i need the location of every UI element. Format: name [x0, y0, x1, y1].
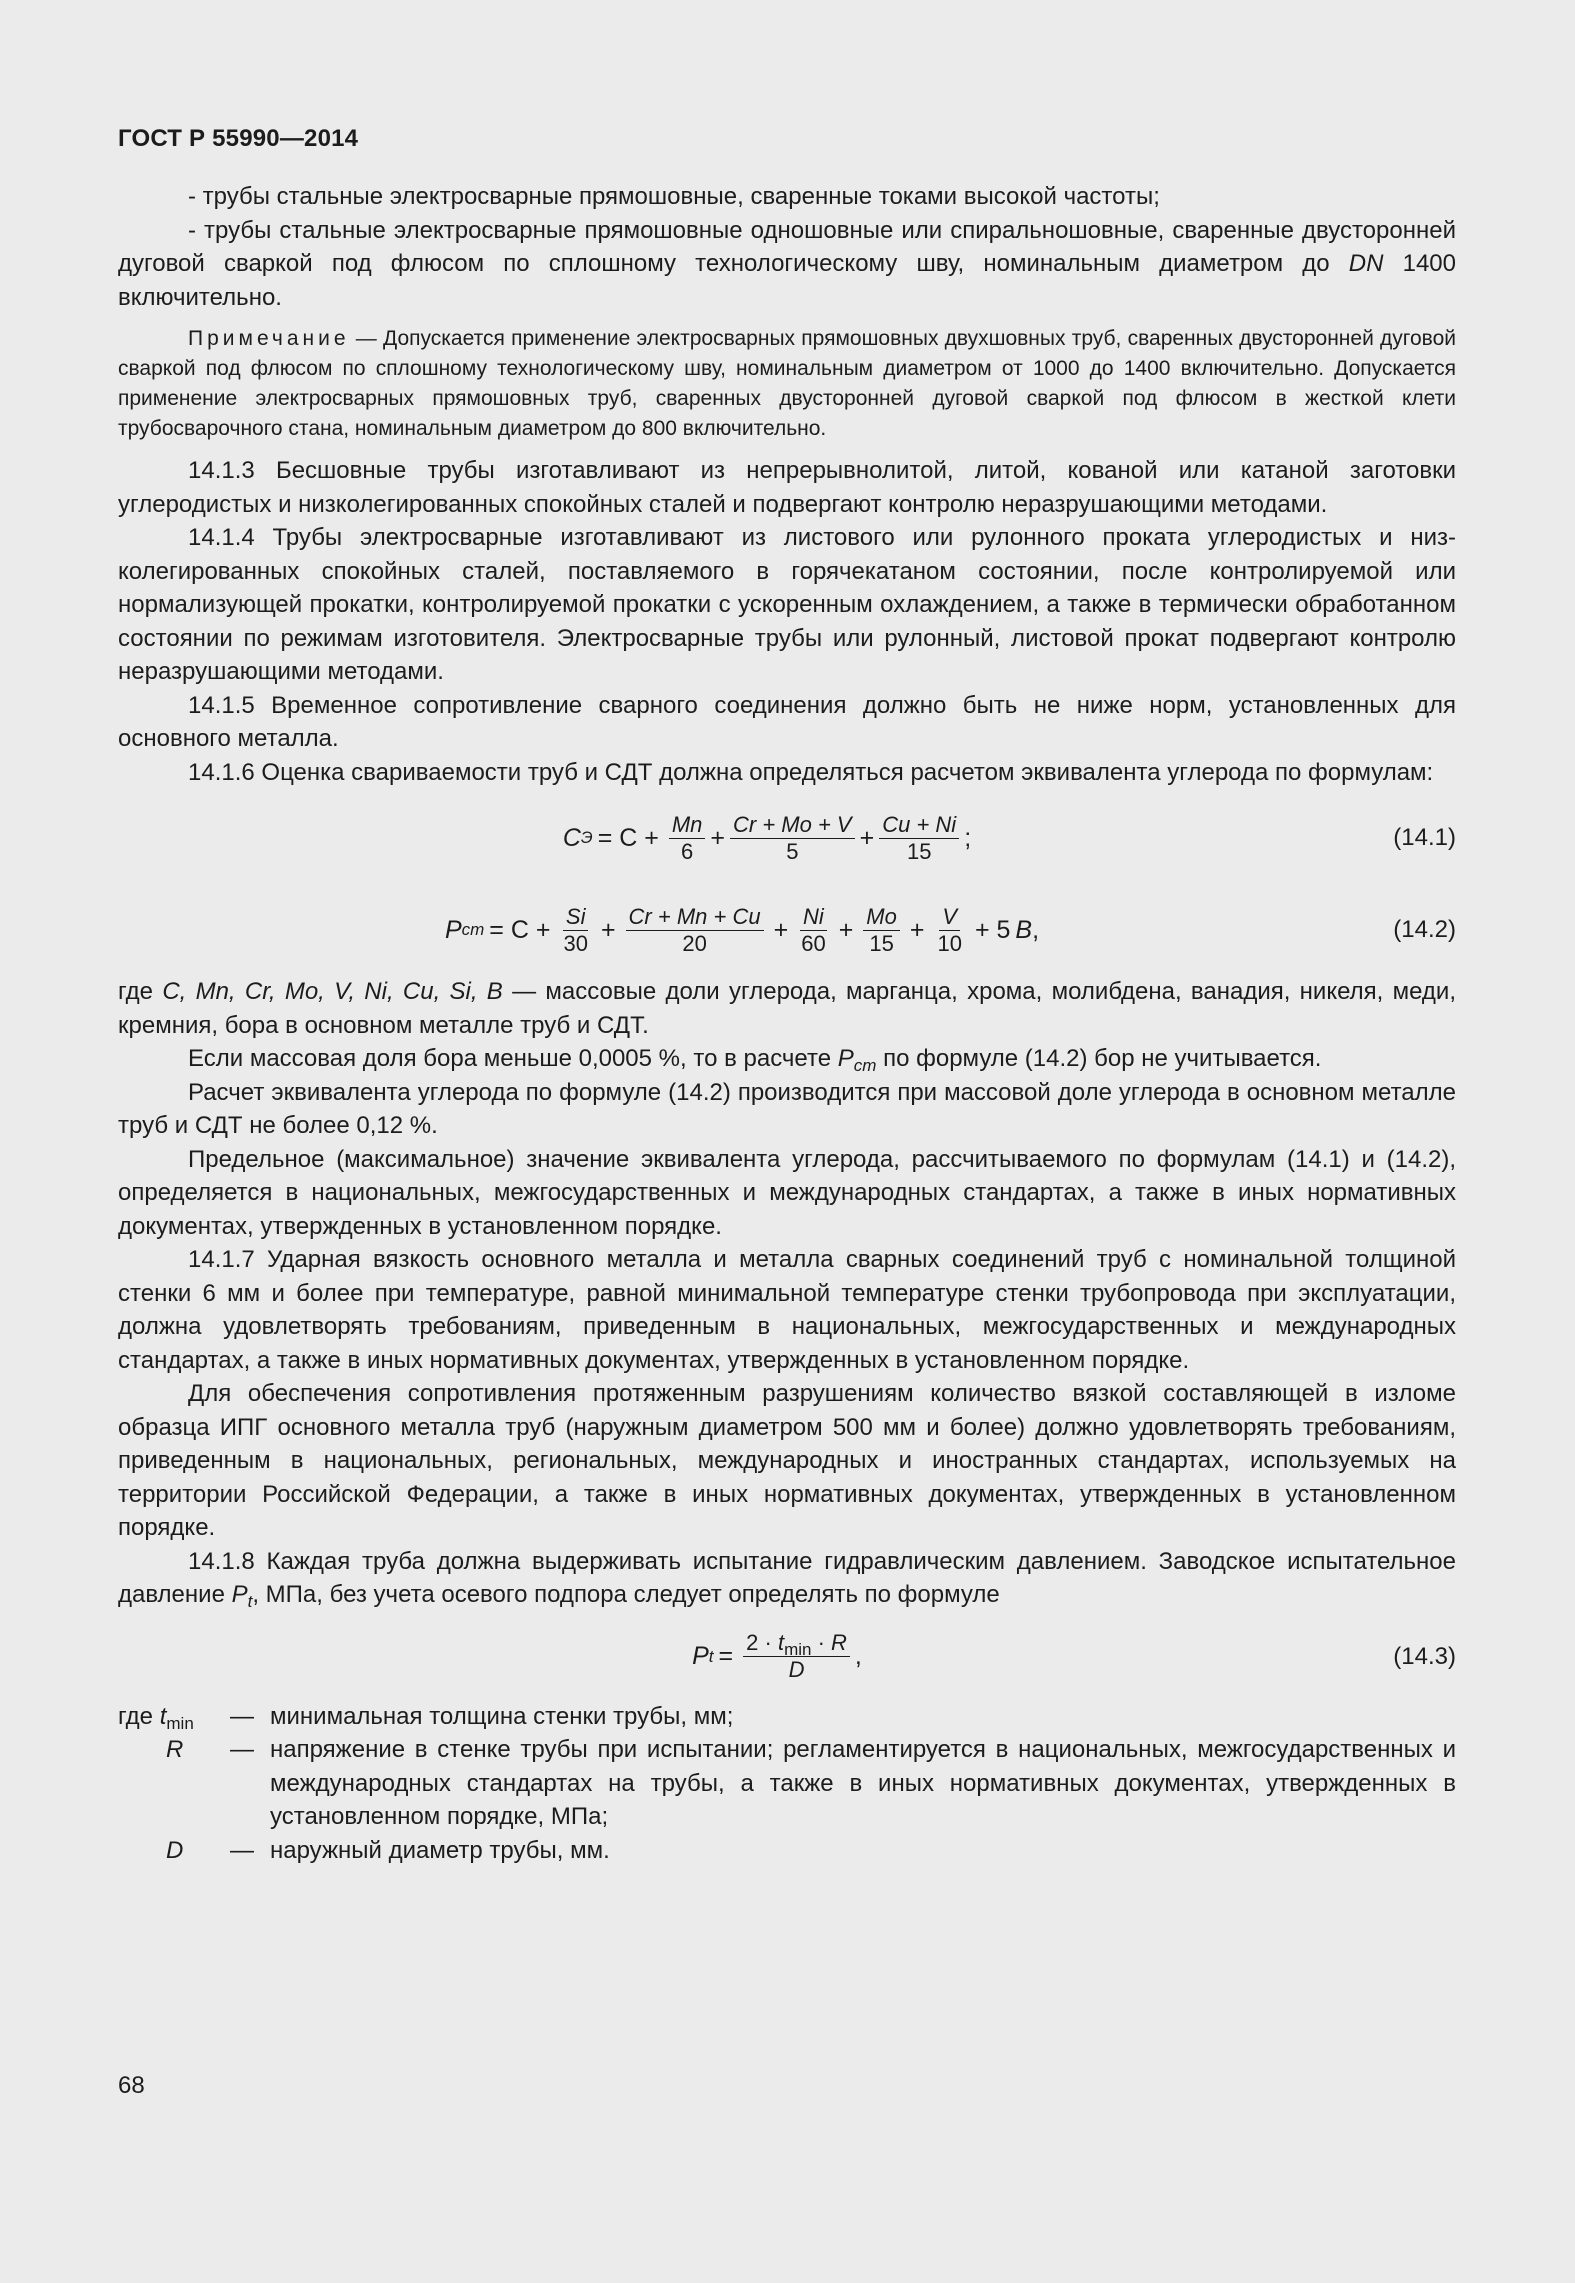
definition-row: R — напряжение в стенке трубы при испытании; регламентируется в национальных, межгосударственных и международных стандартах на трубы, а также в иных нормативных документах, утвержденных в установленном порядке, МПа; [166, 1736, 1456, 1830]
note-lead: Примечание [188, 327, 350, 350]
paragraph-14-1-5: 14.1.5 Временное сопротивление сварного соединения должно быть не ниже норм, установленных для основного металла. [118, 691, 1456, 752]
definition-row: где $t_{min}$ — минимальная толщина стенки трубы, мм; [118, 1702, 734, 1733]
formula-14-2: P cm = C + $\frac{Si}{30}$ + $\frac{Cr + Mn + Cu}{20}$ + $\frac{Ni}{60}$ + $\frac{Mo}{15}$ + $\frac{V}{10}$ + 5 B , (14.2) [444, 903, 1456, 956]
fraction: $\frac{Cr + Mn + Cu}{20}$ [626, 904, 764, 957]
fraction: $\frac{Si}{30}$ [563, 903, 588, 956]
list-item: - трубы стальные электросварные прямошовные одношовные или спиральношовные, сваренные двусторонней дуговой сваркой под флюсом по сплошному технологическому шву, номинальным диаметром до DN 1400 включительно. [118, 216, 1456, 311]
paragraph-14-1-6: 14.1.6 Оценка свариваемости труб и СДТ должна определяться расчетом эквивалента углерода по формулам: [188, 758, 1434, 786]
note-text: — Допускается применение электросварных прямошовных двухшовных труб, сваренных двусторонней дуговой сваркой под флюсом по сплошному технологическому шву, номинальным диаметром от 1000 до 1400 включительно. Допускается применение электросварных прямошовных труб, сваренных двусторонней дуговой сваркой под флюсом в жесткой клети трубосварочного стана, номинальным диаметром до 800 включительно. [118, 327, 1456, 440]
paragraph-14-1-7: 14.1.7 Ударная вязкость основного металла и металла сварных соединений труб с номинальной толщиной стенки 6 мм и более при температуре, равной минимальной температуре стенки трубопровода при эксплуатации, должна удовлетворять требованиям, приведенным в национальных, межгосударственных и международных стандартах, а также в иных нормативных документах, утвержденных в установленном порядке. [118, 1246, 1456, 1374]
equation-number: (14.3) [1393, 1642, 1456, 1670]
note [118, 324, 1456, 444]
equation-number: (14.2) [1393, 916, 1456, 943]
pipe-list [118, 180, 1456, 314]
definitions-list [118, 1700, 1456, 1868]
boron-paragraph: Если массовая доля бора меньше 0,0005 %, то в расчете $P_{cm}$ по формуле (14.2) бор не учитывается. [188, 1045, 1322, 1075]
fraction: $\frac{Mn}{6}$ [669, 812, 706, 865]
section-body [118, 454, 1456, 789]
fraction: $\frac{Cr + Mo + V}{5}$ [730, 812, 855, 865]
formula-14-1: С Э = C + $\frac{Mn}{6}$ + $\frac{Cr + Mo + V}{5}$ + $\frac{Cu + Ni}{15}$ ; (14.1) [562, 811, 1456, 864]
document-header: ГОСТ Р 55990—2014 [118, 125, 359, 152]
where-clause: где C, Mn, Cr, Mo, V, Ni, Cu, Si, B — массовые доли углерода, марганца, хрома, молибдена, ванадия, никеля, меди, кремния, бора в основном металле труб и СДТ. [118, 978, 1456, 1039]
calc-paragraph: Расчет эквивалента углерода по формуле (14.2) производится при массовой доле углерода в основном металле труб и СДТ не более 0,12 %. [118, 1078, 1456, 1139]
fraction: $\frac{Ni}{60}$ [801, 903, 826, 956]
fraction: $\frac{V}{10}$ [937, 903, 962, 956]
formula-14-3: P t = $\frac{2 \cdot t_{min} \cdot R}{D}$ , (14.3) [692, 1630, 1456, 1682]
limit-paragraph: Предельное (максимальное) значение эквивалента углерода, рассчитываемого по формулам (14.1) и (14.2), определяется в национальных, межгосударственных и международных стандартах, а также в иных нормативных документах, утвержденных в установленном порядке. [118, 1145, 1456, 1240]
paragraph-14-1-3: 14.1.3 Бесшовные трубы изготавливают из непрерывнолитой, литой, кованой или катаной заготовки углеродистых и низколегированных спокойных сталей и подвергают контролю неразрушающими методами. [118, 457, 1456, 518]
page-number: 68 [118, 2072, 145, 2099]
equation-number: (14.1) [1393, 824, 1456, 851]
ipg-paragraph: Для обеспечения сопротивления протяженным разрушениям количество вязкой составляющей в изломе образца ИПГ основного металла труб (наружным диаметром 500 мм и более) должно удовлетворять требованиям, приведенным в национальных, региональных, международных и иностранных стандартах, используемых на территории Российской Федерации, а также в иных нормативных документах, утвержденных в установленном порядке. [118, 1380, 1456, 1541]
section-body-2 [118, 975, 1456, 1612]
list-item: - трубы стальные электросварные прямошовные, сваренные токами высокой частоты; [188, 183, 1160, 210]
paragraph-14-1-4: 14.1.4 Трубы электросварные изготавливают из листового или рулонного проката углеродистых и низколегированных спокойных сталей, поставляемого в горячекатаном состоянии, после контролируемой или нормализующей прокатки, контролируемой прокатки с ускоренным охлаждением, а также в термически обработанном состоянии по режимам изготовителя. Электросварные трубы или рулонный, листовой прокат подвергают контролю неразрушающими методами. [118, 524, 1456, 685]
fraction: $\frac{Mo}{15}$ [863, 904, 900, 957]
definition-row: D — наружный диаметр трубы, мм. [166, 1836, 610, 1864]
paragraph-14-1-8: 14.1.8 Каждая труба должна выдерживать испытание гидравлическим давлением. Заводское испытательное давление $P_t$, МПа, без учета осевого подпора следует определять по формуле [118, 1547, 1456, 1611]
fraction: $\frac{2 \cdot t_{min} \cdot R}{D}$ [743, 1630, 850, 1683]
fraction: $\frac{Cu + Ni}{15}$ [879, 812, 959, 865]
